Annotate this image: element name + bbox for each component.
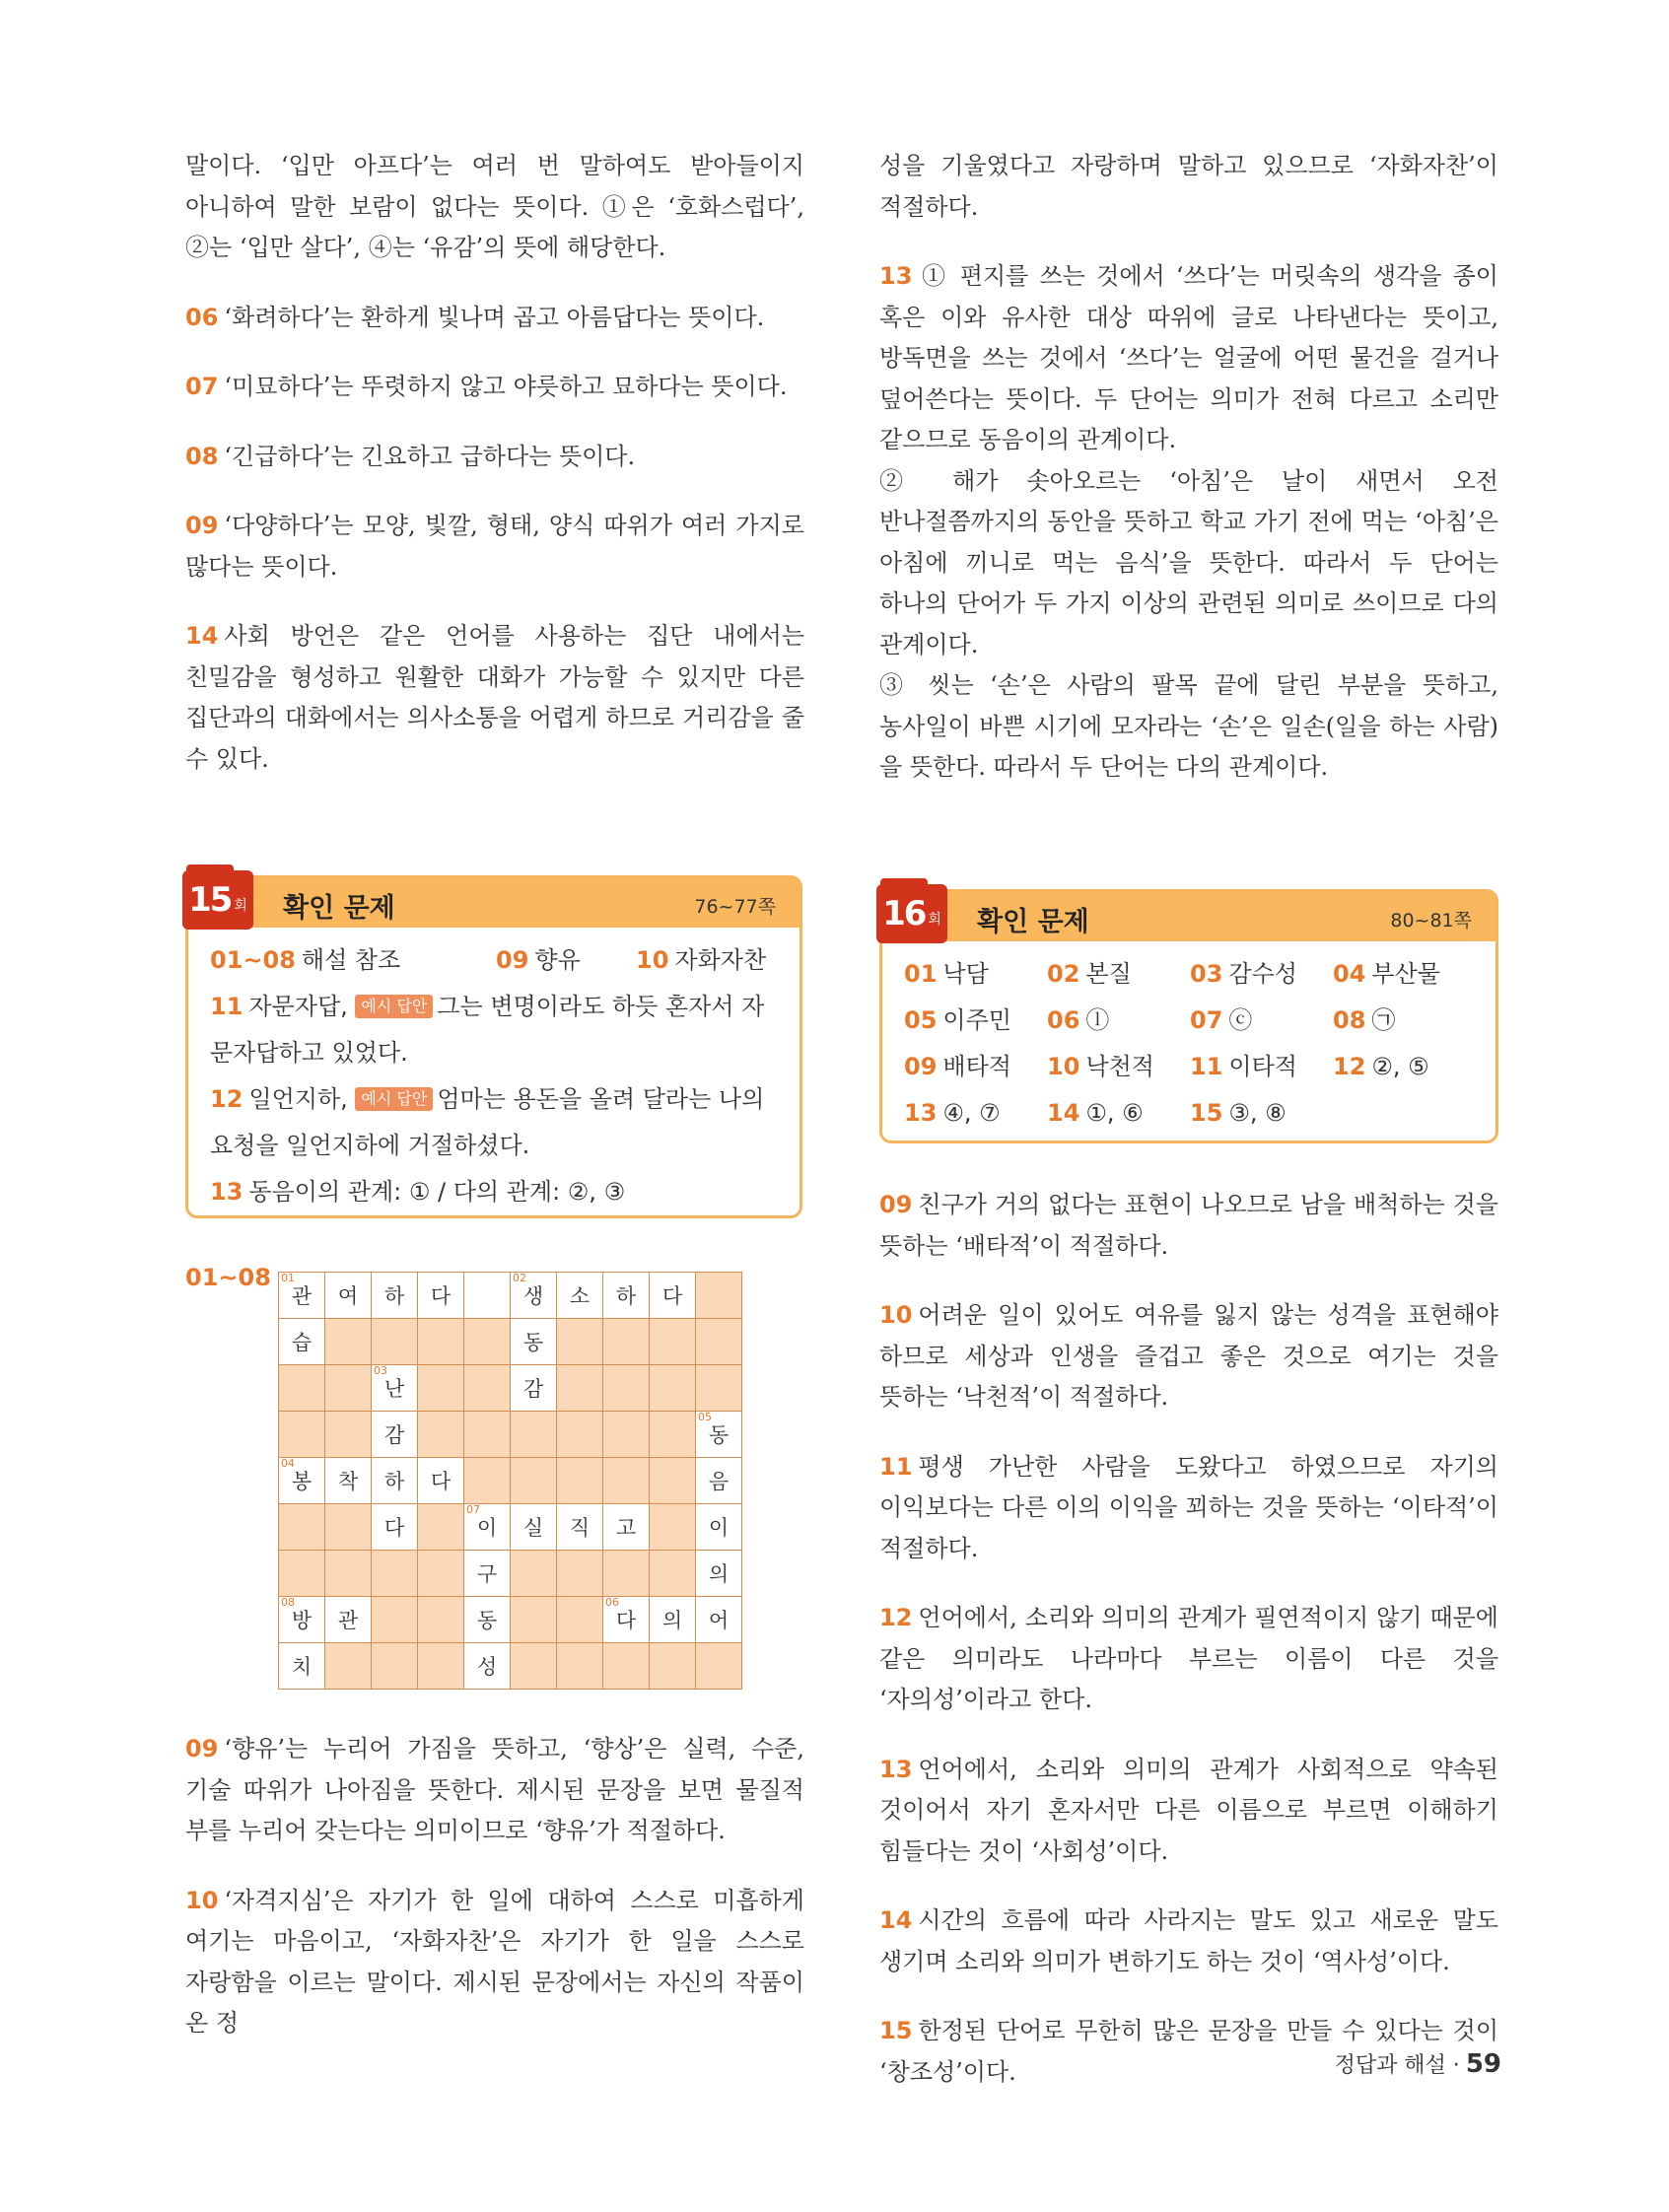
right-intro-paragraph: 성을 기울였다고 자랑하며 말하고 있으므로 ‘자화자찬’이 적절하다. <box>879 152 1498 221</box>
crossword-blank-cell <box>325 1643 372 1690</box>
crossword-letter: 어 <box>708 1609 730 1632</box>
answer-14 <box>1047 1090 1144 1137</box>
crossword-blank-cell <box>511 1551 557 1597</box>
crossword-blank-cell <box>418 1319 464 1365</box>
answer-row-1 <box>210 937 778 984</box>
answer-13 <box>904 1090 1001 1137</box>
crossword-letter: 방 <box>291 1609 313 1632</box>
crossword-blank-cell <box>557 1412 603 1458</box>
box-title: 확인 문제 <box>977 907 1089 937</box>
answer-number: 08 <box>1333 1006 1366 1034</box>
answer-05 <box>904 998 1011 1044</box>
crossword-letter-cell <box>325 1458 372 1504</box>
answer-02 <box>1047 951 1132 998</box>
answer-text: ②, ⑤ <box>1371 1053 1429 1080</box>
crossword-letter-cell <box>325 1273 372 1319</box>
answer-text: 감수성 <box>1228 960 1297 988</box>
answer-number: 02 <box>1047 960 1080 988</box>
box-header <box>188 878 800 928</box>
item-number: 07 <box>185 373 219 400</box>
crossword-blank-cell <box>557 1458 603 1504</box>
crossword-blank-cell <box>511 1412 557 1458</box>
item-number: 09 <box>185 1735 219 1763</box>
answer-08 <box>1333 998 1395 1044</box>
item-text: ‘다양하다’는 모양, 빛깔, 형태, 양식 따위가 여러 가지로 많다는 뜻이다. <box>185 512 804 581</box>
crossword-letter-cell <box>557 1504 603 1551</box>
crossword-letter: 의 <box>708 1562 730 1586</box>
item-text: 평생 가난한 사람을 도왔다고 하였으므로 자기의 이익보다는 다른 이의 이익을 꾀하는 것을 뜻하는 ‘이타적’이 적절하다. <box>879 1452 1498 1562</box>
answer-row-3 <box>904 1044 1474 1090</box>
crossword-letter: 실 <box>522 1516 544 1540</box>
crossword-blank-cell <box>557 1365 603 1412</box>
crossword-blank-cell <box>650 1412 696 1458</box>
crossword-blank-cell <box>650 1551 696 1597</box>
crossword-letter-cell <box>279 1273 325 1319</box>
box-title: 확인 문제 <box>283 893 395 924</box>
crossword-letter: 하 <box>383 1470 405 1493</box>
crossword-blank-cell <box>696 1365 742 1412</box>
item-text: 시간의 흐름에 따라 사라지는 말도 있고 새로운 말도 생기며 소리와 의미가 변하기도 하는 것이 ‘역사성’이다. <box>879 1906 1498 1975</box>
item-text: ‘향유’는 누리어 가짐을 뜻하고, ‘향상’은 실력, 수준, 기술 따위가 나아짐을 뜻한다. 제시된 문장을 보면 물질적 부를 누리어 갖는다는 의미이므로 ‘향유’가 적절하다. <box>185 1735 804 1844</box>
answer-01 <box>904 951 989 998</box>
crossword-letter-cell <box>464 1597 511 1643</box>
answer-number: 14 <box>1047 1099 1080 1127</box>
crossword-letter: 습 <box>291 1331 313 1354</box>
answer-number: 05 <box>904 1006 938 1034</box>
crossword-blank-cell <box>650 1458 696 1504</box>
answer-text: 동음이의 관계: ① / 다의 관계: ②, ③ <box>248 1178 626 1206</box>
crossword-letter: 음 <box>708 1470 730 1493</box>
explanation-06 <box>185 298 804 339</box>
crossword-letter-cell <box>464 1273 511 1319</box>
session-badge <box>182 870 253 930</box>
crossword-blank-cell <box>603 1458 650 1504</box>
explanation-13-part3: ③ 씻는 ‘손’은 사람의 팔목 끝에 달린 부분을 뜻하고, 농사일이 바쁜 시기에 모자라는 ‘손’은 일손(일을 하는 사람)을 뜻한다. 따라서 두 단어는 다의 관계이다. <box>879 671 1498 781</box>
answer-text: 배타적 <box>942 1053 1011 1080</box>
answer-09 <box>904 1044 1011 1090</box>
crossword-letter-cell <box>464 1504 511 1551</box>
answer-text: 이타적 <box>1228 1053 1297 1080</box>
example-answer: 그는 변명이라도 하듯 혼자서 자문자답하고 있었다. <box>210 993 765 1067</box>
explanation-13 <box>879 1750 1498 1873</box>
answer-04 <box>1333 951 1440 998</box>
item-number: 14 <box>185 622 219 650</box>
item-number: 09 <box>879 1191 913 1218</box>
crossword-letter: 관 <box>291 1284 313 1308</box>
crossword-letter-cell <box>603 1597 650 1643</box>
crossword-letter: 다 <box>661 1284 683 1308</box>
answer-number: 15 <box>1190 1099 1223 1127</box>
crossword-letter: 치 <box>291 1655 313 1679</box>
badge-suffix: 회 <box>928 912 941 928</box>
crossword-letter-cell <box>464 1551 511 1597</box>
crossword-blank-cell <box>418 1365 464 1412</box>
crossword-letter: 이 <box>708 1516 730 1540</box>
crossword-letter: 감 <box>383 1423 405 1447</box>
crossword-letter-cell <box>372 1412 418 1458</box>
answer-text: 자화자찬 <box>674 946 767 974</box>
crossword-letter: 생 <box>522 1284 544 1308</box>
example-answer-tag: 예시 답안 <box>355 1087 433 1111</box>
answer-text: ⓛ <box>1085 1006 1110 1034</box>
answer-09 <box>496 937 581 984</box>
right-top-column <box>879 146 1498 817</box>
answer-11 <box>210 984 778 1076</box>
explanation-13-part2: ② 해가 솟아오르는 ‘아침’은 날이 새면서 오전 반나절쯤까지의 동안을 뜻하고 학교 가기 전에 먹는 ‘아침’은 아침에 끼니로 먹는 음식’을 뜻한다. 따라서 두 단어는 하나의 단어가 두 가지 이상의 관련된 의미로 쓰이므로 다의 관계이다. <box>879 466 1498 658</box>
crossword-blank-cell <box>650 1504 696 1551</box>
crossword-letter: 직 <box>569 1516 591 1540</box>
box-header <box>882 892 1495 941</box>
answer-11 <box>1190 1044 1297 1090</box>
badge-number: 16 <box>882 894 926 933</box>
box-body <box>882 941 1495 1148</box>
right-bottom-column <box>879 1185 1498 2121</box>
crossword-blank-cell <box>464 1319 511 1365</box>
item-number: 15 <box>879 2017 913 2044</box>
item-text: 친구가 거의 없다는 표현이 나오므로 남을 배척하는 것을 뜻하는 ‘배타적’이 적절하다. <box>879 1191 1498 1260</box>
crossword-letter-cell <box>372 1365 418 1412</box>
crossword-blank-cell <box>372 1319 418 1365</box>
crossword-row <box>279 1365 742 1412</box>
answer-text: ①, ⑥ <box>1085 1099 1144 1127</box>
answer-text: 일언지하, <box>248 1085 348 1113</box>
crossword-blank-cell <box>372 1643 418 1690</box>
clue-number: 01 <box>281 1272 295 1284</box>
page-footer <box>1335 2048 1501 2079</box>
answer-text: 본질 <box>1085 960 1132 988</box>
crossword-blank-cell <box>279 1365 325 1412</box>
crossword-blank-cell <box>557 1643 603 1690</box>
explanation-09 <box>185 1729 804 1852</box>
answer-text: 해설 참조 <box>301 946 401 974</box>
crossword-row <box>279 1273 742 1319</box>
crossword-row <box>279 1643 742 1690</box>
crossword-blank-cell <box>603 1643 650 1690</box>
clue-number: 05 <box>698 1411 712 1423</box>
answer-number: 12 <box>1333 1053 1366 1080</box>
crossword-blank-cell <box>696 1319 742 1365</box>
item-number: 08 <box>185 442 219 470</box>
crossword-letter: 동 <box>522 1331 544 1354</box>
item-number: 09 <box>185 512 219 539</box>
example-answer: 엄마는 용돈을 올려 달라는 나의 요청을 일언지하에 거절하셨다. <box>210 1085 765 1159</box>
box-pages: 76~77쪽 <box>694 896 776 918</box>
crossword-letter-cell <box>696 1504 742 1551</box>
answer-15 <box>1190 1090 1287 1137</box>
crossword-letter-cell <box>650 1597 696 1643</box>
item-number: 11 <box>879 1452 913 1481</box>
crossword-letter: 하 <box>615 1284 637 1308</box>
page-number: 59 <box>1465 2049 1501 2079</box>
crossword-letter: 소 <box>569 1284 591 1308</box>
item-number: 10 <box>879 1301 913 1329</box>
item-text: ‘미묘하다’는 뚜렷하지 않고 야릇하고 묘하다는 뜻이다. <box>224 373 788 400</box>
item-text: ‘자격지심’은 자기가 한 일에 대하여 스스로 미흡하게 여기는 마음이고, ‘자화자찬’은 자기가 한 일을 스스로 자랑함을 이르는 말이다. 제시된 문장에서는 자신의 작품이 온 정 <box>185 1886 804 2037</box>
crossword-letter: 하 <box>383 1284 405 1308</box>
crossword-letter: 감 <box>522 1377 544 1401</box>
crossword-letter-cell <box>279 1597 325 1643</box>
answer-03 <box>1190 951 1297 998</box>
crossword-blank-cell <box>557 1319 603 1365</box>
item-text: 한정된 단어로 무한히 많은 문장을 만들 수 있다는 것이 ‘창조성’이다. <box>879 2017 1498 2086</box>
answer-07 <box>1190 998 1252 1044</box>
crossword-blank-cell <box>325 1412 372 1458</box>
left-intro-paragraph: 말이다. ‘입만 아프다’는 여러 번 말하여도 받아들이지 아니하여 말한 보람이 없다는 뜻이다. ①은 ‘호화스럽다’, ②는 ‘입만 살다’, ④는 ‘유감’의 뜻에 해당한다. <box>185 152 804 261</box>
item-number: 10 <box>185 1886 219 1914</box>
crossword-blank-cell <box>325 1319 372 1365</box>
crossword-blank-cell <box>696 1643 742 1690</box>
answer-text: ⓒ <box>1228 1006 1253 1034</box>
left-top-column <box>185 146 804 808</box>
item-text: 언어에서, 소리와 의미의 관계가 필연적이지 않기 때문에 같은 의미라도 나라마다 부르는 이름이 다른 것을 ‘자의성’이라고 한다. <box>879 1604 1498 1713</box>
answer-12 <box>1333 1044 1429 1090</box>
crossword-letter-cell <box>511 1319 557 1365</box>
item-text: ① 편지를 쓰는 것에서 ‘쓰다’는 머릿속의 생각을 종이 혹은 이와 유사한 대상 따위에 글로 나타낸다는 뜻이고, 방독면을 쓰는 것에서 ‘쓰다’는 얼굴에 어떤 물건을 걸거나 덮어쓴다는 뜻이다. 두 단어는 의미가 전혀 다르고 소리만 같으므로 동음이의 관계이다. <box>879 262 1498 453</box>
crossword-blank-cell <box>603 1551 650 1597</box>
explanation-10 <box>879 1295 1498 1418</box>
answer-text: 향유 <box>534 946 581 974</box>
answer-number: 03 <box>1190 960 1223 988</box>
clue-number: 08 <box>281 1596 295 1609</box>
crossword-letter-cell <box>279 1458 325 1504</box>
explanation-14 <box>879 1901 1498 1982</box>
crossword-letter: 여 <box>337 1284 359 1308</box>
crossword-letter-cell <box>696 1597 742 1643</box>
crossword-row <box>279 1597 742 1643</box>
answer-number: 10 <box>636 946 669 974</box>
crossword-letter-cell <box>511 1273 557 1319</box>
crossword-letter-cell <box>325 1597 372 1643</box>
crossword-grid <box>278 1272 742 1690</box>
crossword-letter-cell <box>696 1412 742 1458</box>
crossword-row <box>279 1504 742 1551</box>
crossword-letter: 성 <box>476 1655 498 1679</box>
clue-number: 07 <box>466 1503 480 1516</box>
clue-number: 03 <box>374 1364 387 1377</box>
clue-number: 02 <box>513 1272 526 1284</box>
session-badge <box>876 884 947 943</box>
item-number: 14 <box>879 1906 913 1934</box>
crossword-letter: 다 <box>615 1609 637 1632</box>
item-text: ‘화려하다’는 환하게 빛나며 곱고 아름답다는 뜻이다. <box>224 303 765 331</box>
item-text: ‘긴급하다’는 긴요하고 급하다는 뜻이다. <box>224 442 636 470</box>
crossword-letter: 다 <box>430 1284 452 1308</box>
answer-text: 낙담 <box>942 960 989 988</box>
crossword-letter-cell <box>650 1273 696 1319</box>
answer-number: 12 <box>210 1085 243 1113</box>
crossword-letter-cell <box>511 1504 557 1551</box>
crossword-letter-cell <box>279 1319 325 1365</box>
item-number: 12 <box>879 1604 913 1631</box>
crossword-blank-cell <box>696 1273 742 1319</box>
crossword-letter-cell <box>603 1504 650 1551</box>
answer-10 <box>1047 1044 1154 1090</box>
crossword-blank-cell <box>279 1412 325 1458</box>
answer-12 <box>210 1076 778 1169</box>
crossword-letter: 고 <box>615 1516 637 1540</box>
crossword-blank-cell <box>279 1504 325 1551</box>
crossword-row <box>279 1319 742 1365</box>
answer-text: 자문자답, <box>248 993 348 1020</box>
clue-number: 06 <box>605 1596 619 1609</box>
footer-label: 정답과 해설 · <box>1334 2053 1460 2078</box>
explanation-08 <box>185 437 804 478</box>
crossword-blank-cell <box>603 1412 650 1458</box>
answer-text: ㉠ <box>1371 1006 1396 1034</box>
answer-text: 부산물 <box>1371 960 1440 988</box>
crossword-letter: 착 <box>337 1470 359 1493</box>
review-box-15 <box>185 875 802 1218</box>
item-text: 어려운 일이 있어도 여유를 잃지 않는 성격을 표현해야 하므로 세상과 인생을 즐겁고 좋은 것으로 여기는 것을 뜻하는 ‘낙천적’이 적절하다. <box>879 1301 1498 1411</box>
answer-10 <box>636 937 766 984</box>
crossword-blank-cell <box>650 1319 696 1365</box>
crossword-blank-cell <box>511 1597 557 1643</box>
answer-06 <box>1047 998 1109 1044</box>
item-number: 13 <box>879 1755 913 1783</box>
box-body <box>188 928 800 1227</box>
answer-text: 낙천적 <box>1085 1053 1154 1080</box>
item-number: 06 <box>185 303 219 331</box>
crossword-letter-cell <box>696 1551 742 1597</box>
crossword-blank-cell <box>557 1597 603 1643</box>
crossword-blank-cell <box>650 1365 696 1412</box>
explanation-10 <box>185 1881 804 2044</box>
crossword-letter: 구 <box>476 1562 498 1586</box>
crossword-letter: 난 <box>383 1377 405 1401</box>
answer-01-08 <box>210 937 400 984</box>
crossword-blank-cell <box>511 1458 557 1504</box>
crossword-blank-cell <box>325 1551 372 1597</box>
explanation-11 <box>879 1447 1498 1570</box>
crossword-letter: 다 <box>383 1516 405 1540</box>
answer-number: 10 <box>1047 1053 1080 1080</box>
crossword-row <box>279 1551 742 1597</box>
crossword-blank-cell <box>325 1504 372 1551</box>
crossword-blank-cell <box>418 1504 464 1551</box>
crossword-label: 01~08 <box>185 1264 271 1291</box>
explanation-12 <box>879 1598 1498 1721</box>
crossword-letter: 관 <box>337 1609 359 1632</box>
crossword-blank-cell <box>372 1597 418 1643</box>
review-box-16 <box>879 889 1498 1143</box>
answer-text: ④, ⑦ <box>942 1099 1001 1127</box>
crossword-letter-cell <box>511 1365 557 1412</box>
crossword-letter-cell <box>279 1643 325 1690</box>
answer-number: 11 <box>1190 1053 1223 1080</box>
crossword-letter-cell <box>372 1504 418 1551</box>
crossword-blank-cell <box>325 1365 372 1412</box>
item-text: 사회 방언은 같은 언어를 사용하는 집단 내에서는 친밀감을 형성하고 원활한 대화가 가능할 수 있지만 다른 집단과의 대화에서는 의사소통을 어렵게 하므로 거리감을 줄 수 있다. <box>185 622 804 773</box>
explanation-07 <box>185 367 804 408</box>
crossword-blank-cell <box>464 1365 511 1412</box>
item-text: 언어에서, 소리와 의미의 관계가 사회적으로 약속된 것이어서 자기 혼자서만 다른 이름으로 부르면 이해하기 힘들다는 것이 ‘사회성’이다. <box>879 1755 1498 1865</box>
answer-number: 13 <box>210 1178 243 1206</box>
crossword-blank-cell <box>557 1551 603 1597</box>
badge-number: 15 <box>188 880 232 920</box>
crossword-blank-cell <box>418 1412 464 1458</box>
answer-row-4 <box>904 1090 1474 1137</box>
crossword-blank-cell <box>464 1412 511 1458</box>
crossword-letter-cell <box>418 1458 464 1504</box>
explanation-09 <box>185 506 804 588</box>
crossword-blank-cell <box>511 1643 557 1690</box>
box-pages: 80~81쪽 <box>1390 910 1472 932</box>
example-answer-tag: 예시 답안 <box>355 995 433 1018</box>
clue-number: 04 <box>281 1457 295 1470</box>
answer-13 <box>210 1169 778 1215</box>
crossword-blank-cell <box>464 1458 511 1504</box>
explanation-13-part1 <box>879 256 1498 461</box>
answer-number: 04 <box>1333 960 1366 988</box>
crossword-letter: 다 <box>430 1470 452 1493</box>
item-number: 13 <box>879 262 913 290</box>
answer-number: 06 <box>1047 1006 1080 1034</box>
answer-number: 09 <box>904 1053 938 1080</box>
answer-number: 07 <box>1190 1006 1223 1034</box>
crossword-blank-cell <box>603 1319 650 1365</box>
crossword-letter: 이 <box>476 1516 498 1540</box>
answer-number: 11 <box>210 993 243 1020</box>
badge-suffix: 회 <box>234 898 247 914</box>
explanation-14 <box>185 616 804 780</box>
crossword-row <box>279 1412 742 1458</box>
crossword-row <box>279 1458 742 1504</box>
crossword-letter: 의 <box>661 1609 683 1632</box>
crossword-letter-cell <box>464 1643 511 1690</box>
answer-row-2 <box>904 998 1474 1044</box>
crossword-blank-cell <box>418 1551 464 1597</box>
answer-text: 이주민 <box>942 1006 1011 1034</box>
answer-number: 13 <box>904 1099 938 1127</box>
crossword-letter: 동 <box>476 1609 498 1632</box>
crossword-letter-cell <box>603 1273 650 1319</box>
crossword-letter-cell <box>372 1458 418 1504</box>
crossword-blank-cell <box>603 1365 650 1412</box>
answer-number: 09 <box>496 946 529 974</box>
explanation-09 <box>879 1185 1498 1267</box>
left-bottom-column <box>185 1729 804 2073</box>
crossword-blank-cell <box>418 1643 464 1690</box>
crossword-letter-cell <box>418 1273 464 1319</box>
crossword-blank-cell <box>279 1551 325 1597</box>
crossword-letter-cell <box>372 1273 418 1319</box>
crossword-letter: 봉 <box>291 1470 313 1493</box>
crossword-blank-cell <box>372 1551 418 1597</box>
crossword-blank-cell <box>418 1597 464 1643</box>
crossword-letter-cell <box>557 1273 603 1319</box>
crossword-blank-cell <box>650 1643 696 1690</box>
answer-number: 01~08 <box>210 946 296 974</box>
answer-row-1 <box>904 951 1474 998</box>
crossword-letter-cell <box>696 1458 742 1504</box>
answer-text: ③, ⑧ <box>1228 1099 1287 1127</box>
crossword-letter: 동 <box>708 1423 730 1447</box>
answer-number: 01 <box>904 960 938 988</box>
